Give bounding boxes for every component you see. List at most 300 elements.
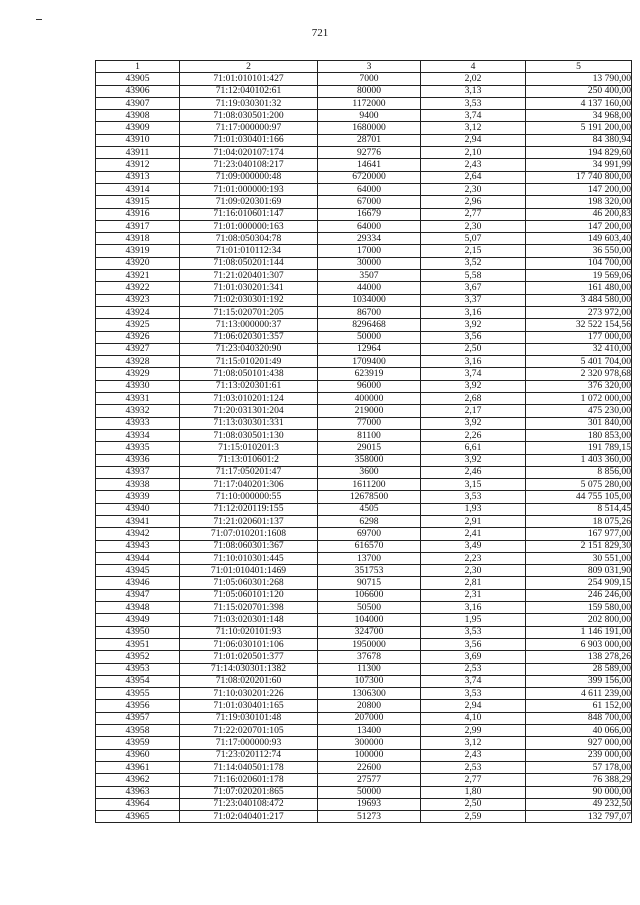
rate-cell: 2,81 xyxy=(421,577,526,589)
area-cell: 12678500 xyxy=(318,491,421,503)
table-row xyxy=(96,122,632,134)
cadastral-number-cell: 71:07:010201:1608 xyxy=(180,528,318,540)
cadastral-number-cell: 71:13:030301:331 xyxy=(180,417,318,429)
area-cell: 351753 xyxy=(318,565,421,577)
area-cell: 19693 xyxy=(318,798,421,810)
value-cell: 927 000,00 xyxy=(526,737,632,749)
rate-cell: 3,49 xyxy=(421,540,526,552)
table-row xyxy=(96,282,632,294)
value-cell: 32 522 154,56 xyxy=(526,319,632,331)
area-cell: 64000 xyxy=(318,220,421,232)
area-cell: 300000 xyxy=(318,737,421,749)
area-cell: 29015 xyxy=(318,442,421,454)
rate-cell: 2,77 xyxy=(421,774,526,786)
value-cell: 149 603,40 xyxy=(526,233,632,245)
table-row xyxy=(96,638,632,650)
table-row xyxy=(96,503,632,515)
row-number-cell: 43915 xyxy=(96,196,180,208)
area-cell: 29334 xyxy=(318,233,421,245)
rate-cell: 2,23 xyxy=(421,552,526,564)
rate-cell: 3,53 xyxy=(421,688,526,700)
table-row xyxy=(96,429,632,441)
table-row xyxy=(96,786,632,798)
area-cell: 13700 xyxy=(318,552,421,564)
table-row xyxy=(96,270,632,282)
cadastral-number-cell: 71:19:030301:32 xyxy=(180,97,318,109)
scan-mark xyxy=(36,19,42,20)
cadastral-number-cell: 71:13:010601:2 xyxy=(180,454,318,466)
table-row xyxy=(96,110,632,122)
area-cell: 30000 xyxy=(318,257,421,269)
value-cell: 19 569,06 xyxy=(526,270,632,282)
row-number-cell: 43923 xyxy=(96,294,180,306)
table-row xyxy=(96,614,632,626)
area-cell: 37678 xyxy=(318,651,421,663)
value-cell: 8 856,00 xyxy=(526,466,632,478)
value-cell: 5 191 200,00 xyxy=(526,122,632,134)
table-row xyxy=(96,565,632,577)
area-cell: 16679 xyxy=(318,208,421,220)
row-number-cell: 43906 xyxy=(96,85,180,97)
area-cell: 207000 xyxy=(318,712,421,724)
rate-cell: 4,10 xyxy=(421,712,526,724)
value-cell: 44 755 105,00 xyxy=(526,491,632,503)
rate-cell: 3,16 xyxy=(421,306,526,318)
row-number-cell: 43937 xyxy=(96,466,180,478)
rate-cell: 3,16 xyxy=(421,356,526,368)
table-row xyxy=(96,85,632,97)
cadastral-number-cell: 71:10:030201:226 xyxy=(180,688,318,700)
row-number-cell: 43921 xyxy=(96,270,180,282)
page-number: 721 xyxy=(311,27,329,39)
rate-cell: 3,92 xyxy=(421,454,526,466)
cadastral-number-cell: 71:20:031301:204 xyxy=(180,405,318,417)
rate-cell: 5,58 xyxy=(421,270,526,282)
area-cell: 100000 xyxy=(318,749,421,761)
rate-cell: 2,53 xyxy=(421,761,526,773)
cadastral-number-cell: 71:01:000000:193 xyxy=(180,183,318,195)
rate-cell: 2,68 xyxy=(421,393,526,405)
rate-cell: 2,26 xyxy=(421,429,526,441)
area-cell: 1172000 xyxy=(318,97,421,109)
cadastral-number-cell: 71:08:020201:60 xyxy=(180,675,318,687)
table-row xyxy=(96,331,632,343)
row-number-cell: 43958 xyxy=(96,725,180,737)
cadastral-number-cell: 71:07:020201:865 xyxy=(180,786,318,798)
table-row xyxy=(96,798,632,810)
cadastral-number-cell: 71:09:020301:69 xyxy=(180,196,318,208)
rate-cell: 2,30 xyxy=(421,183,526,195)
value-cell: 132 797,07 xyxy=(526,811,632,823)
row-number-cell: 43948 xyxy=(96,602,180,614)
rate-cell: 2,31 xyxy=(421,589,526,601)
cadastral-number-cell: 71:01:020501:377 xyxy=(180,651,318,663)
row-number-cell: 43911 xyxy=(96,147,180,159)
area-cell: 3600 xyxy=(318,466,421,478)
value-cell: 254 909,15 xyxy=(526,577,632,589)
area-cell: 90715 xyxy=(318,577,421,589)
value-cell: 167 977,00 xyxy=(526,528,632,540)
cadastral-number-cell: 71:01:010101:427 xyxy=(180,73,318,85)
area-cell: 107300 xyxy=(318,675,421,687)
row-number-cell: 43924 xyxy=(96,306,180,318)
row-number-cell: 43943 xyxy=(96,540,180,552)
value-cell: 34 968,00 xyxy=(526,110,632,122)
value-cell: 250 400,00 xyxy=(526,85,632,97)
row-number-cell: 43955 xyxy=(96,688,180,700)
row-number-cell: 43910 xyxy=(96,134,180,146)
row-number-cell: 43932 xyxy=(96,405,180,417)
cadastral-number-cell: 71:16:020601:178 xyxy=(180,774,318,786)
table-row xyxy=(96,552,632,564)
cadastral-number-cell: 71:01:030401:166 xyxy=(180,134,318,146)
cadastral-number-cell: 71:08:050304:78 xyxy=(180,233,318,245)
row-number-cell: 43947 xyxy=(96,589,180,601)
table-row xyxy=(96,368,632,380)
rate-cell: 1,80 xyxy=(421,786,526,798)
value-cell: 40 066,00 xyxy=(526,725,632,737)
rate-cell: 3,12 xyxy=(421,122,526,134)
area-cell: 28701 xyxy=(318,134,421,146)
cadastral-number-cell: 71:15:020701:205 xyxy=(180,306,318,318)
value-cell: 4 137 160,00 xyxy=(526,97,632,109)
header-row xyxy=(96,61,632,73)
value-cell: 46 200,83 xyxy=(526,208,632,220)
rate-cell: 3,15 xyxy=(421,479,526,491)
cadastral-number-cell: 71:08:030501:200 xyxy=(180,110,318,122)
table-row xyxy=(96,540,632,552)
rate-cell: 3,92 xyxy=(421,417,526,429)
table-row xyxy=(96,134,632,146)
area-cell: 4505 xyxy=(318,503,421,515)
table-row xyxy=(96,171,632,183)
value-cell: 104 700,00 xyxy=(526,257,632,269)
column-header: 1 xyxy=(96,61,180,73)
value-cell: 191 789,15 xyxy=(526,442,632,454)
table-row xyxy=(96,196,632,208)
value-cell: 194 829,60 xyxy=(526,147,632,159)
cadastral-number-cell: 71:03:010201:124 xyxy=(180,393,318,405)
row-number-cell: 43964 xyxy=(96,798,180,810)
table-row xyxy=(96,97,632,109)
table-row xyxy=(96,454,632,466)
column-header: 2 xyxy=(180,61,318,73)
value-cell: 147 200,00 xyxy=(526,183,632,195)
cadastral-number-cell: 71:08:050201:144 xyxy=(180,257,318,269)
rate-cell: 2,96 xyxy=(421,196,526,208)
area-cell: 358000 xyxy=(318,454,421,466)
value-cell: 5 401 704,00 xyxy=(526,356,632,368)
row-number-cell: 43960 xyxy=(96,749,180,761)
rate-cell: 3,92 xyxy=(421,380,526,392)
value-cell: 376 320,00 xyxy=(526,380,632,392)
table-row xyxy=(96,147,632,159)
table-row xyxy=(96,405,632,417)
value-cell: 180 853,00 xyxy=(526,429,632,441)
area-cell: 92776 xyxy=(318,147,421,159)
area-cell: 12964 xyxy=(318,343,421,355)
cadastral-number-cell: 71:14:030301:1382 xyxy=(180,663,318,675)
row-number-cell: 43926 xyxy=(96,331,180,343)
value-cell: 57 178,00 xyxy=(526,761,632,773)
value-cell: 1 403 360,00 xyxy=(526,454,632,466)
cadastral-number-cell: 71:01:010112:34 xyxy=(180,245,318,257)
value-cell: 2 320 978,68 xyxy=(526,368,632,380)
row-number-cell: 43905 xyxy=(96,73,180,85)
area-cell: 17000 xyxy=(318,245,421,257)
cadastral-number-cell: 71:13:020301:61 xyxy=(180,380,318,392)
row-number-cell: 43939 xyxy=(96,491,180,503)
value-cell: 809 031,90 xyxy=(526,565,632,577)
area-cell: 11300 xyxy=(318,663,421,675)
value-cell: 273 972,00 xyxy=(526,306,632,318)
rate-cell: 2,17 xyxy=(421,405,526,417)
value-cell: 202 800,00 xyxy=(526,614,632,626)
row-number-cell: 43951 xyxy=(96,638,180,650)
rate-cell: 2,10 xyxy=(421,147,526,159)
row-number-cell: 43917 xyxy=(96,220,180,232)
table-row xyxy=(96,577,632,589)
table-row xyxy=(96,589,632,601)
area-cell: 324700 xyxy=(318,626,421,638)
value-cell: 90 000,00 xyxy=(526,786,632,798)
cadastral-number-cell: 71:17:000000:97 xyxy=(180,122,318,134)
table-row xyxy=(96,466,632,478)
rate-cell: 2,46 xyxy=(421,466,526,478)
value-cell: 1 072 000,00 xyxy=(526,393,632,405)
table-row xyxy=(96,663,632,675)
area-cell: 400000 xyxy=(318,393,421,405)
area-cell: 20800 xyxy=(318,700,421,712)
rate-cell: 2,59 xyxy=(421,811,526,823)
rate-cell: 2,94 xyxy=(421,700,526,712)
cadastral-number-cell: 71:02:040401:217 xyxy=(180,811,318,823)
cadastral-number-cell: 71:22:020701:105 xyxy=(180,725,318,737)
area-cell: 104000 xyxy=(318,614,421,626)
cadastral-number-cell: 71:06:020301:357 xyxy=(180,331,318,343)
cadastral-number-cell: 71:23:040320:90 xyxy=(180,343,318,355)
rate-cell: 3,16 xyxy=(421,602,526,614)
area-cell: 219000 xyxy=(318,405,421,417)
rate-cell: 3,53 xyxy=(421,626,526,638)
area-cell: 6720000 xyxy=(318,171,421,183)
rate-cell: 2,30 xyxy=(421,565,526,577)
table-row xyxy=(96,491,632,503)
table-row xyxy=(96,528,632,540)
row-number-cell: 43962 xyxy=(96,774,180,786)
value-cell: 32 410,00 xyxy=(526,343,632,355)
row-number-cell: 43908 xyxy=(96,110,180,122)
rate-cell: 2,64 xyxy=(421,171,526,183)
row-number-cell: 43934 xyxy=(96,429,180,441)
area-cell: 1680000 xyxy=(318,122,421,134)
rate-cell: 3,12 xyxy=(421,737,526,749)
area-cell: 8296468 xyxy=(318,319,421,331)
data-table xyxy=(95,60,632,823)
row-number-cell: 43918 xyxy=(96,233,180,245)
row-number-cell: 43922 xyxy=(96,282,180,294)
area-cell: 1306300 xyxy=(318,688,421,700)
cadastral-number-cell: 71:15:020701:398 xyxy=(180,602,318,614)
area-cell: 106600 xyxy=(318,589,421,601)
table-row xyxy=(96,749,632,761)
value-cell: 399 156,00 xyxy=(526,675,632,687)
row-number-cell: 43920 xyxy=(96,257,180,269)
value-cell: 246 246,00 xyxy=(526,589,632,601)
table-row xyxy=(96,675,632,687)
cadastral-number-cell: 71:10:010301:445 xyxy=(180,552,318,564)
cadastral-number-cell: 71:01:030401:165 xyxy=(180,700,318,712)
cadastral-number-cell: 71:10:020101:93 xyxy=(180,626,318,638)
table-row xyxy=(96,774,632,786)
cadastral-number-cell: 71:01:010401:1469 xyxy=(180,565,318,577)
rate-cell: 3,74 xyxy=(421,368,526,380)
table-row xyxy=(96,380,632,392)
area-cell: 3507 xyxy=(318,270,421,282)
value-cell: 301 840,00 xyxy=(526,417,632,429)
row-number-cell: 43914 xyxy=(96,183,180,195)
row-number-cell: 43933 xyxy=(96,417,180,429)
value-cell: 1 146 191,00 xyxy=(526,626,632,638)
value-cell: 177 000,00 xyxy=(526,331,632,343)
rate-cell: 3,56 xyxy=(421,638,526,650)
column-header: 3 xyxy=(318,61,421,73)
row-number-cell: 43950 xyxy=(96,626,180,638)
row-number-cell: 43961 xyxy=(96,761,180,773)
cadastral-number-cell: 71:17:040201:306 xyxy=(180,479,318,491)
table-row xyxy=(96,737,632,749)
table-row xyxy=(96,220,632,232)
cadastral-number-cell: 71:14:040501:178 xyxy=(180,761,318,773)
value-cell: 18 075,26 xyxy=(526,515,632,527)
area-cell: 1950000 xyxy=(318,638,421,650)
area-cell: 50000 xyxy=(318,786,421,798)
table-row xyxy=(96,306,632,318)
area-cell: 77000 xyxy=(318,417,421,429)
value-cell: 239 000,00 xyxy=(526,749,632,761)
table-row xyxy=(96,811,632,823)
rate-cell: 3,74 xyxy=(421,110,526,122)
value-cell: 17 740 800,00 xyxy=(526,171,632,183)
area-cell: 14641 xyxy=(318,159,421,171)
table-row xyxy=(96,319,632,331)
table-row xyxy=(96,700,632,712)
row-number-cell: 43925 xyxy=(96,319,180,331)
row-number-cell: 43913 xyxy=(96,171,180,183)
row-number-cell: 43944 xyxy=(96,552,180,564)
row-number-cell: 43928 xyxy=(96,356,180,368)
value-cell: 5 075 280,00 xyxy=(526,479,632,491)
area-cell: 86700 xyxy=(318,306,421,318)
table-row xyxy=(96,393,632,405)
value-cell: 36 550,00 xyxy=(526,245,632,257)
rate-cell: 2,94 xyxy=(421,134,526,146)
table-body xyxy=(96,73,632,823)
table-row xyxy=(96,626,632,638)
row-number-cell: 43953 xyxy=(96,663,180,675)
table-row xyxy=(96,417,632,429)
cadastral-number-cell: 71:01:000000:163 xyxy=(180,220,318,232)
area-cell: 1034000 xyxy=(318,294,421,306)
row-number-cell: 43956 xyxy=(96,700,180,712)
row-number-cell: 43919 xyxy=(96,245,180,257)
cadastral-number-cell: 71:23:040108:217 xyxy=(180,159,318,171)
rate-cell: 2,77 xyxy=(421,208,526,220)
area-cell: 22600 xyxy=(318,761,421,773)
area-cell: 13400 xyxy=(318,725,421,737)
value-cell: 848 700,00 xyxy=(526,712,632,724)
area-cell: 6298 xyxy=(318,515,421,527)
row-number-cell: 43942 xyxy=(96,528,180,540)
row-number-cell: 43935 xyxy=(96,442,180,454)
table-row xyxy=(96,294,632,306)
cadastral-number-cell: 71:23:020112:74 xyxy=(180,749,318,761)
area-cell: 623919 xyxy=(318,368,421,380)
cadastral-number-cell: 71:02:030301:192 xyxy=(180,294,318,306)
area-cell: 96000 xyxy=(318,380,421,392)
row-number-cell: 43941 xyxy=(96,515,180,527)
area-cell: 67000 xyxy=(318,196,421,208)
area-cell: 44000 xyxy=(318,282,421,294)
value-cell: 13 790,00 xyxy=(526,73,632,85)
rate-cell: 2,41 xyxy=(421,528,526,540)
table-row xyxy=(96,479,632,491)
table-row xyxy=(96,712,632,724)
row-number-cell: 43959 xyxy=(96,737,180,749)
cadastral-number-cell: 71:15:010201:3 xyxy=(180,442,318,454)
area-cell: 27577 xyxy=(318,774,421,786)
cadastral-number-cell: 71:12:040102:61 xyxy=(180,85,318,97)
cadastral-number-cell: 71:12:020119:155 xyxy=(180,503,318,515)
cadastral-number-cell: 71:05:060101:120 xyxy=(180,589,318,601)
rate-cell: 2,99 xyxy=(421,725,526,737)
table-row xyxy=(96,761,632,773)
value-cell: 84 380,94 xyxy=(526,134,632,146)
area-cell: 7000 xyxy=(318,73,421,85)
rate-cell: 2,91 xyxy=(421,515,526,527)
cadastral-number-cell: 71:16:010601:147 xyxy=(180,208,318,220)
table-row xyxy=(96,233,632,245)
row-number-cell: 43916 xyxy=(96,208,180,220)
rate-cell: 2,15 xyxy=(421,245,526,257)
area-cell: 80000 xyxy=(318,85,421,97)
cadastral-number-cell: 71:08:030501:130 xyxy=(180,429,318,441)
table-row xyxy=(96,245,632,257)
value-cell: 61 152,00 xyxy=(526,700,632,712)
table-row xyxy=(96,725,632,737)
area-cell: 51273 xyxy=(318,811,421,823)
cadastral-number-cell: 71:19:030101:48 xyxy=(180,712,318,724)
table-row xyxy=(96,442,632,454)
area-cell: 616570 xyxy=(318,540,421,552)
row-number-cell: 43907 xyxy=(96,97,180,109)
cadastral-number-cell: 71:05:060301:268 xyxy=(180,577,318,589)
cadastral-number-cell: 71:06:030101:106 xyxy=(180,638,318,650)
cadastral-number-cell: 71:01:030201:341 xyxy=(180,282,318,294)
area-cell: 9400 xyxy=(318,110,421,122)
table-row xyxy=(96,73,632,85)
value-cell: 2 151 829,30 xyxy=(526,540,632,552)
rate-cell: 3,92 xyxy=(421,319,526,331)
column-header: 4 xyxy=(421,61,526,73)
cadastral-number-cell: 71:13:000000:37 xyxy=(180,319,318,331)
rate-cell: 1,95 xyxy=(421,614,526,626)
row-number-cell: 43957 xyxy=(96,712,180,724)
table-row xyxy=(96,208,632,220)
rate-cell: 1,93 xyxy=(421,503,526,515)
value-cell: 3 484 580,00 xyxy=(526,294,632,306)
rate-cell: 3,37 xyxy=(421,294,526,306)
